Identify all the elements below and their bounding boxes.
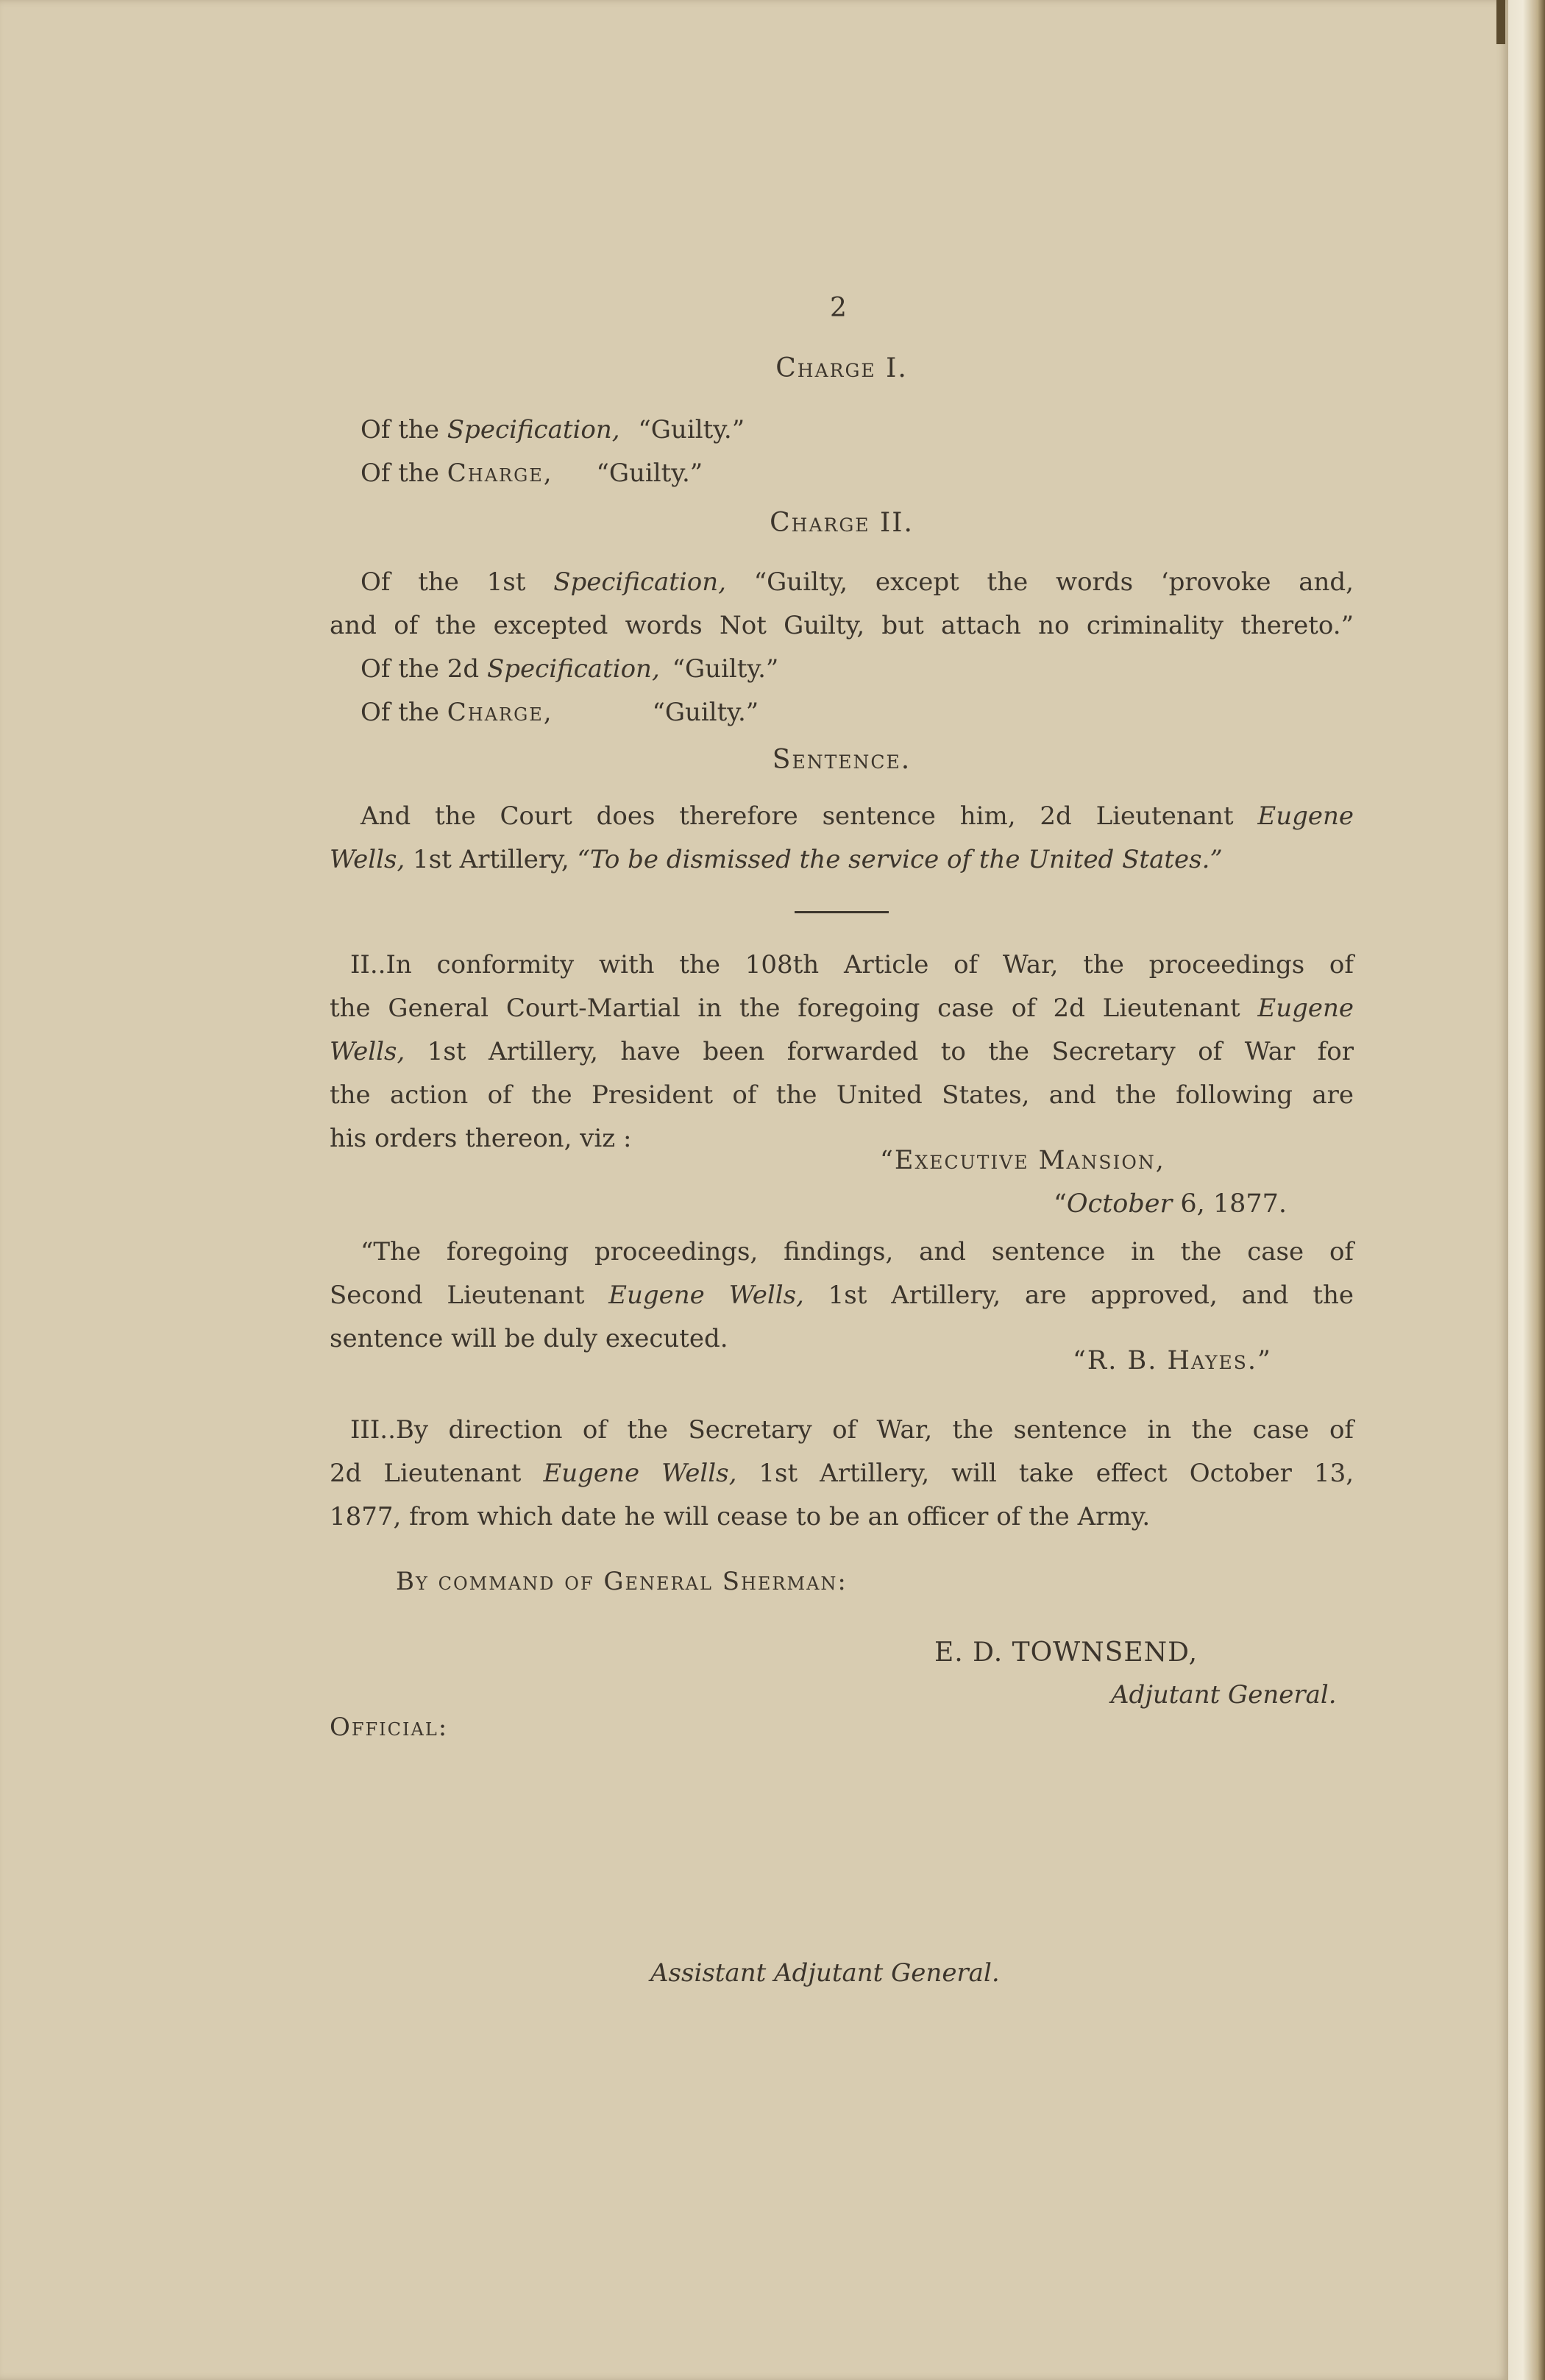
paragraph-line: the action of the President of the United States, and the following are bbox=[330, 1080, 1354, 1110]
paragraph-line: Second Lieutenant Eugene Wells, 1st Artillery, are approved, and the bbox=[330, 1281, 1354, 1310]
section-divider bbox=[795, 911, 889, 913]
of-label: Of the bbox=[360, 458, 439, 488]
executive-mansion: “Executive Mansion, bbox=[880, 1146, 1165, 1175]
charge-one-charge-line bbox=[360, 452, 703, 495]
specification-label: Specification, bbox=[486, 654, 660, 684]
charge-two-charge-line bbox=[360, 691, 759, 734]
paragraph-line: And the Court does therefore sentence him, 2d Lieutenant Eugene bbox=[360, 801, 1354, 831]
paragraph-line: Of the 1st Specification, “Guilty, except the words ‘provoke and, bbox=[360, 567, 1354, 597]
charge-one-heading: Charge I. bbox=[775, 353, 908, 383]
page-edge bbox=[1508, 0, 1545, 2380]
signer-name: E. D. TOWNSEND, bbox=[934, 1637, 1198, 1668]
hayes-signature: “R. B. Hayes.” bbox=[1073, 1346, 1272, 1375]
section-three-paragraph bbox=[330, 1409, 1354, 1539]
by-command-line: By command of General Sherman: bbox=[396, 1567, 848, 1596]
paragraph-line: the General Court-Martial in the foregoing case of 2d Lieutenant Eugene bbox=[330, 994, 1354, 1023]
charge-one-spec-line bbox=[360, 408, 745, 452]
charge-two-spec2-line bbox=[360, 648, 778, 691]
paragraph-line: 2d Lieutenant Eugene Wells, 1st Artillery, will take effect October 13, bbox=[330, 1459, 1354, 1488]
mansion-date: “October 6, 1877. bbox=[1054, 1189, 1288, 1219]
charge-two-heading: Charge II. bbox=[770, 508, 914, 538]
official-label: Official: bbox=[330, 1713, 449, 1742]
finding: “Guilty.” bbox=[672, 654, 779, 684]
paragraph-line: 1877, from which date he will cease to be an officer of the Army. bbox=[330, 1502, 1151, 1531]
charge-label: Charge, bbox=[447, 698, 553, 727]
specification-label: Specification, bbox=[447, 415, 620, 445]
paragraph-line: and of the excepted words Not Guilty, but attach no criminality thereto.” bbox=[330, 611, 1354, 640]
charge-label: Charge, bbox=[447, 458, 553, 488]
paragraph-line: III..By direction of the Secretary of War, the sentence in the case of bbox=[350, 1415, 1354, 1445]
finding: “Guilty.” bbox=[596, 458, 703, 488]
finding: “Guilty.” bbox=[638, 415, 745, 445]
finding: “Guilty.” bbox=[652, 698, 759, 727]
of-label: Of the 2d bbox=[360, 654, 480, 684]
paragraph-line: his orders thereon, viz : bbox=[330, 1124, 632, 1153]
paragraph-line: Wells, 1st Artillery, “To be dismissed the service of the United States.” bbox=[330, 845, 1223, 874]
paragraph-line: “The foregoing proceedings, findings, and sentence in the case of bbox=[360, 1237, 1354, 1267]
section-two-paragraph bbox=[330, 943, 1354, 1161]
paragraph-line: Wells, 1st Artillery, have been forwarded to the Secretary of War for bbox=[330, 1037, 1354, 1066]
page-edge-shadow bbox=[1496, 0, 1505, 44]
of-label: Of the bbox=[360, 698, 439, 727]
paragraph-line: sentence will be duly executed. bbox=[330, 1324, 728, 1353]
sentence-paragraph bbox=[330, 795, 1354, 882]
charge-two-spec1-paragraph bbox=[330, 561, 1354, 648]
paragraph-line: II..In conformity with the 108th Article of War, the proceedings of bbox=[350, 950, 1354, 980]
of-label: Of the bbox=[360, 415, 439, 445]
page-number: 2 bbox=[830, 293, 847, 323]
assistant-adjutant-general: Assistant Adjutant General. bbox=[650, 1958, 1000, 1988]
signer-title: Adjutant General. bbox=[1111, 1680, 1337, 1710]
sentence-heading: Sentence. bbox=[772, 745, 912, 775]
